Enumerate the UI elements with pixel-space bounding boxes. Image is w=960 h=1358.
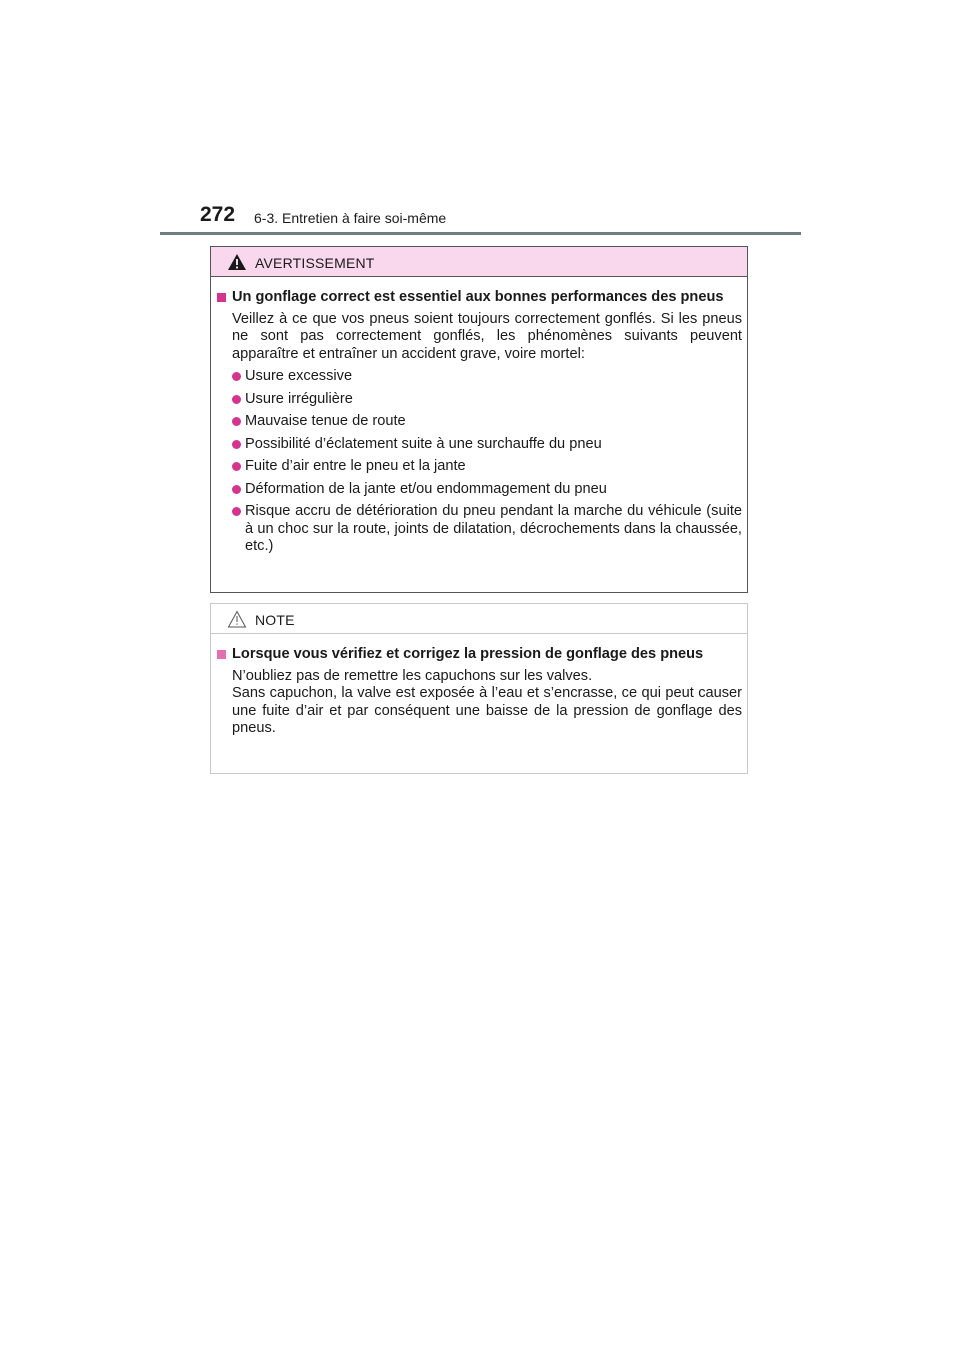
round-bullet-icon bbox=[232, 395, 241, 404]
round-bullet-icon bbox=[232, 440, 241, 449]
warning-box bbox=[210, 246, 748, 593]
note-box-header bbox=[211, 604, 747, 634]
round-bullet-icon bbox=[232, 485, 241, 494]
warning-list bbox=[217, 368, 742, 556]
note-subhead-text: Lorsque vous vérifiez et corrigez la pression de gonflage des pneus bbox=[232, 646, 704, 662]
square-bullet-icon bbox=[217, 293, 226, 302]
warning-subhead bbox=[217, 289, 742, 307]
page-header bbox=[160, 203, 801, 235]
list-item: Possibilité d’éclatement suite à une surchauffe du pneu bbox=[232, 436, 742, 454]
header-rule bbox=[160, 232, 801, 235]
warning-triangle-icon bbox=[227, 253, 247, 271]
round-bullet-icon bbox=[232, 417, 241, 426]
note-box bbox=[210, 603, 748, 774]
note-line-1: N’oubliez pas de remettre les capuchons sur les valves. bbox=[232, 667, 593, 684]
note-line-2: Sans capuchon, la valve est exposée à l’eau et s’encrasse, ce qui peut causer une fuite d’air et par conséquent une baisse de la pression de gonflage des pneus. bbox=[232, 685, 742, 736]
list-item: Déformation de la jante et/ou endommagement du pneu bbox=[232, 481, 742, 499]
note-box-body bbox=[211, 634, 747, 738]
warning-box-header bbox=[211, 247, 747, 277]
list-item: Usure excessive bbox=[232, 368, 742, 386]
list-item: Risque accru de détérioration du pneu pendant la marche du véhicule (suite à un choc sur la route, joints de dilatation, décrochements dans la chaussée, etc.) bbox=[232, 503, 742, 556]
warning-box-body bbox=[211, 277, 747, 556]
page-number: 272 bbox=[200, 203, 236, 226]
square-bullet-icon bbox=[217, 650, 226, 659]
caution-triangle-outline-icon bbox=[227, 610, 247, 628]
list-item: Usure irrégulière bbox=[232, 391, 742, 409]
round-bullet-icon bbox=[232, 507, 241, 516]
warning-title: AVERTISSEMENT bbox=[255, 255, 375, 271]
note-title: NOTE bbox=[255, 612, 295, 628]
list-item: Mauvaise tenue de route bbox=[232, 413, 742, 431]
warning-intro: Veillez à ce que vos pneus soient toujours correctement gonflés. Si les pneus ne sont pas correctement gonflés, les phénomènes suivants peuvent apparaître et entraîner un accident grave, voire mortel: bbox=[232, 310, 742, 362]
note-subhead bbox=[217, 646, 742, 664]
list-item: Fuite d’air entre le pneu et la jante bbox=[232, 458, 742, 476]
round-bullet-icon bbox=[232, 372, 241, 381]
warning-subhead-text: Un gonflage correct est essentiel aux bonnes performances des pneus bbox=[232, 289, 724, 305]
round-bullet-icon bbox=[232, 462, 241, 471]
section-title: 6-3. Entretien à faire soi-même bbox=[254, 210, 447, 226]
